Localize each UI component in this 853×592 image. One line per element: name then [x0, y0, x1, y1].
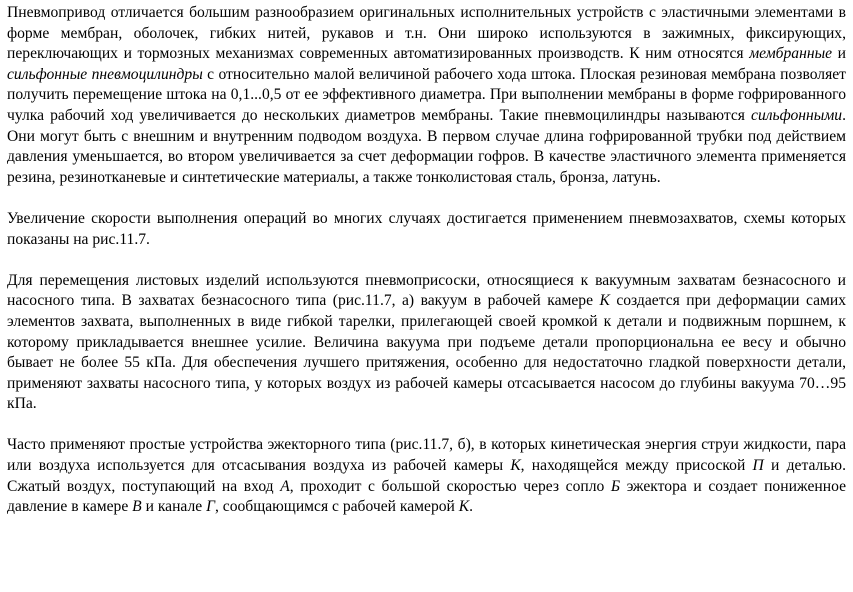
italic-term: Г [206, 498, 215, 516]
text-run: , сообщающимся с рабочей камерой [214, 498, 459, 516]
paragraph-grippers-intro [7, 209, 846, 250]
italic-term: сильфонными [751, 106, 843, 124]
text-run: создается при деформации самих элементов захвата, выполненных в виде гибкой тарелки, прилегающей своей кромкой к детали и подвижным поршнем, к которому прикладывается внешнее усилие. Величина вакуума при подъеме детали пропорциональна ее весу и обычно бывает не более 55 кПа. Для обеспечения лучшего притяжения, особенно для недостаточно гладкой поверхности детали, применяют захваты насосного типа, у которых воздух из рабочей камеры отсасывается насосом до глубины вакуума 70…95 кПа. [7, 292, 846, 413]
italic-term: Б [610, 477, 621, 495]
italic-term: К [510, 457, 521, 475]
paragraph-pneumatic-drive [7, 3, 846, 188]
text-run: Для перемещения листовых изделий используются пневмоприсоски, относящиеся к вакуумным захватам безнасосного и насосного типа. В захватах безнасосного типа (рис.11.7, а) вакуум в рабочей камере [7, 271, 846, 310]
italic-term: сильфонные пневмоцилиндры [7, 65, 203, 83]
italic-term: П [752, 457, 764, 475]
italic-term: А [280, 477, 290, 495]
text-run: и [832, 45, 847, 63]
text-run: с относительно малой величиной рабочего хода штока. Плоская резиновая мембрана позволяет получить перемещение штока на 0,1...0,5 от ее эффективного диаметра. При выполнении мембраны в форме гофрированного чулка рабочий ход увеличивается до нескольких диаметров мембраны. Такие пневмоцилиндры называются [7, 65, 846, 124]
italic-term: К [458, 498, 470, 516]
italic-term: мембранные [749, 45, 833, 63]
text-run: . Они могут быть с внешним и внутренним подводом воздуха. В первом случае длина гофрированной трубки под действием давления уменьшается, во втором увеличивается за счет деформации гофров. В качестве эластичного элемента применяется резина, резинотканевые и синтетические материалы, а также тонколистовая сталь, бронза, латунь. [7, 106, 846, 186]
italic-term: В [132, 498, 142, 516]
text-run: Пневмопривод отличается большим разнообразием оригинальных исполнительных устройств с эластичными элементами в форме мембран, оболочек, гибких нитей, рукавов и т.н. Они широко используются в зажимных, фиксирующих, переключающих и тормозных механизмах современных автоматизированных производств. К ним относятся [7, 4, 846, 63]
text-run: , находящейся между присоской [520, 457, 753, 475]
italic-term: К [599, 292, 610, 310]
paragraph-ejector-devices [7, 435, 846, 517]
text-run: Увеличение скорости выполнения операций во многих случаях достигается применением пневмозахватов, схемы которых показаны на рис.11.7. [7, 209, 846, 248]
text-run: , проходит с большой скоростью через сопло [289, 477, 611, 495]
text-run: эжектора и создает пониженное давление в камере [7, 477, 847, 516]
text-run: . [469, 498, 474, 516]
paragraph-suction-cups [7, 271, 846, 415]
text-run: и деталью. Сжатый воздух, поступающий на вход [7, 457, 846, 495]
text-run: Часто применяют простые устройства эжекторного типа (рис.11.7, б), в которых кинетическая энергия струи жидкости, пара или воздуха используется для отсасывания воздуха из рабочей камеры [7, 436, 846, 475]
text-run: и канале [141, 498, 207, 516]
